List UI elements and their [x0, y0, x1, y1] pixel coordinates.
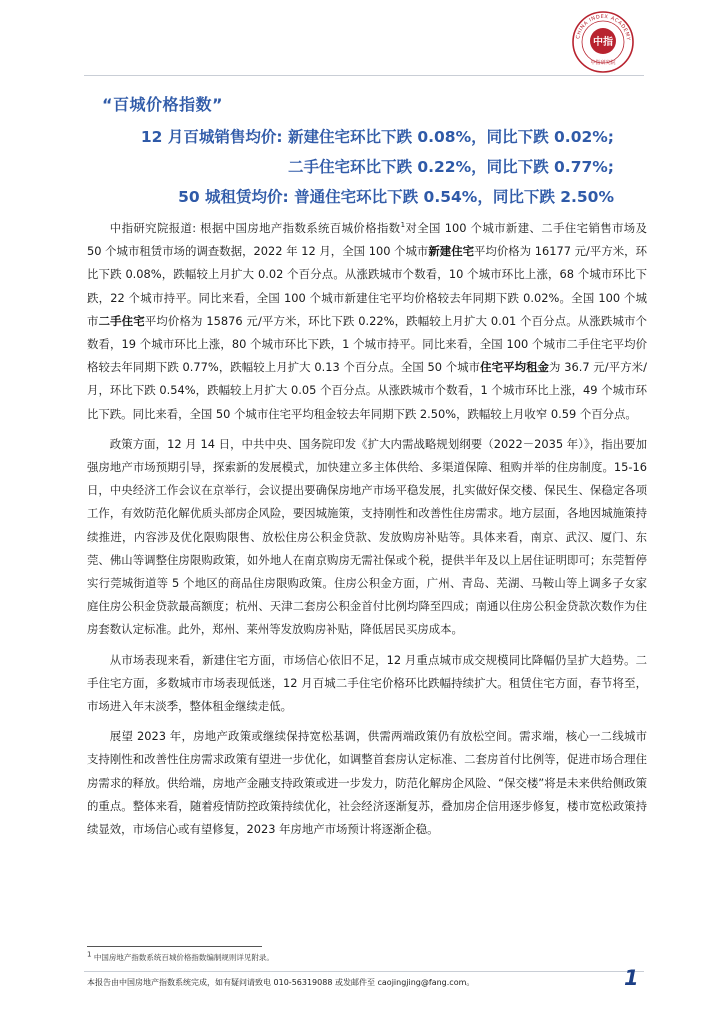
section-title: “百城价格指数”	[102, 95, 224, 114]
logo-bottom-text: 中指研究院	[590, 60, 616, 66]
logo-ring-text: CHINA INDEX ACADEMY	[575, 13, 632, 42]
headline-1: 12 月百城销售均价: 新建住宅环比下跌 0.08%，同比下跌 0.02%;	[140, 128, 614, 146]
headline-2: 二手住宅环比下跌 0.22%，同比下跌 0.77%;	[287, 158, 614, 176]
footnote-ref[interactable]: 1	[400, 221, 406, 230]
logo-center-text: 中指	[593, 37, 613, 48]
paragraph-outlook: 展望 2023 年，房地产政策或继续保持宽松基调，供需两端政策仍有放松空间。需求端，核心一二线城市支持刚性和改善性住房需求政策有望进一步优化，如调整首套房认定标准、二套房首付比例等，促进市场合理住房需求的释放。供给端，房地产金融支持政策或进一步发力，防范化解房企风险、“保交楼”将是未来供给侧政策的重点。整体来看，随着疫情防控政策持续优化，社会经济逐渐复苏，叠加房企信用逐步修复，楼市宽松政策持续显效，市场信心或有望修复，2023 年房地产市场预计将逐渐企稳。	[87, 729, 647, 837]
page-number: 1	[624, 966, 639, 990]
article-body	[87, 217, 647, 848]
footnote: $^1$ 中国房地产指数系统百城价格指数编制规则详见附录。	[87, 950, 274, 962]
footer-rule	[84, 971, 644, 972]
footer-contact: 本报告由中国房地产指数系统完成，如有疑问请致电 010-56319088 或发邮件至 caojingjing@fang.com。	[87, 978, 475, 987]
footnote-rule	[87, 946, 262, 947]
china-index-academy-logo	[571, 10, 635, 74]
headline-3: 50 城租赁均价: 普通住宅环比下跌 0.54%，同比下跌 2.50%	[178, 188, 614, 206]
paragraph-policy: 政策方面，12 月 14 日，中共中央、国务院印发《扩大内需战略规划纲要（2022－2035 年）》，指出要加强房地产市场预期引导，探索新的发展模式，加快建立多主体供给、多渠道保障、租购并举的住房制度。15-16 日，中央经济工作会议在京举行，会议提出要确保房地产市场平稳发展，扎实做好保交楼、保民生、保稳定各项工作，有效防范化解优质头部房企风险，要因城施策，支持刚性和改善性住房需求。地方层面，各地因城施策持续推进，内容涉及优化限购限售、放松住房公积金贷款、发放购房补贴等。具体来看，南京、武汉、厦门、东莞、佛山等调整住房限购政策，如外地人在南京购房无需社保或个税，提供半年及以上居住证明即可；东莞暂停实行莞城街道等 5 个地区的商品住房限购政策。住房公积金方面，广州、青岛、芜湖、马鞍山等上调多子女家庭住房公积金贷款最高额度；杭州、天津二套房公积金首付比例均降至四成；南通以住房公积金贷款次数作为住房套数认定标准。此外，郑州、莱州等发放购房补贴，降低居民买房成本。	[87, 436, 647, 637]
paragraph-market-performance: 从市场表现来看，新建住宅方面，市场信心依旧不足，12 月重点城市成交规模同比降幅仍呈扩大趋势。二手住宅方面，多数城市市场表现低迷，12 月百城二手住宅价格环比跌幅持续扩大。租赁住宅方面，春节将至，市场进入年末淡季，整体租金继续走低。	[87, 652, 647, 714]
paragraph-market-summary: 中指研究院报道: 根据中国房地产指数系统百城价格指数$^1$对全国 100 个城市新建、二手住宅销售市场及 50 个城市租赁市场的调查数据，2022 年 12 月，全国 100 个城市新建住宅平均价格为 16177 元/平方米，环比下跌 0.08%，跌幅较上月扩大 0.02 个百分点。从涨跌城市个数看，10 个城市环比上涨，68 个城市环比下跌，22 个城市持平。同比来看，全国 100 个城市新建住宅平均价格较去年同期下跌 0.02%。全国 100 个城市二手住宅平均价格为 15876 元/平方米，环比下跌 0.22%，跌幅较上月扩大 0.01 个百分点。从涨跌城市个数看，19 个城市环比上涨，80 个城市环比下跌，1 个城市持平。同比来看，全国 100 个城市二手住宅平均价格较去年同期下跌 0.77%，跌幅较上月扩大 0.13 个百分点。全国 50 个城市住宅平均租金为 36.7 元/平方米/月，环比下跌 0.54%，跌幅较上月扩大 0.05 个百分点。从涨跌城市个数看，1 个城市环比上涨，49 个城市环比下跌。同比来看，全国 50 个城市住宅平均租金较去年同期下跌 2.50%，跌幅较上月收窄 0.59 个百分点。	[87, 221, 647, 421]
header-rule	[84, 75, 644, 76]
